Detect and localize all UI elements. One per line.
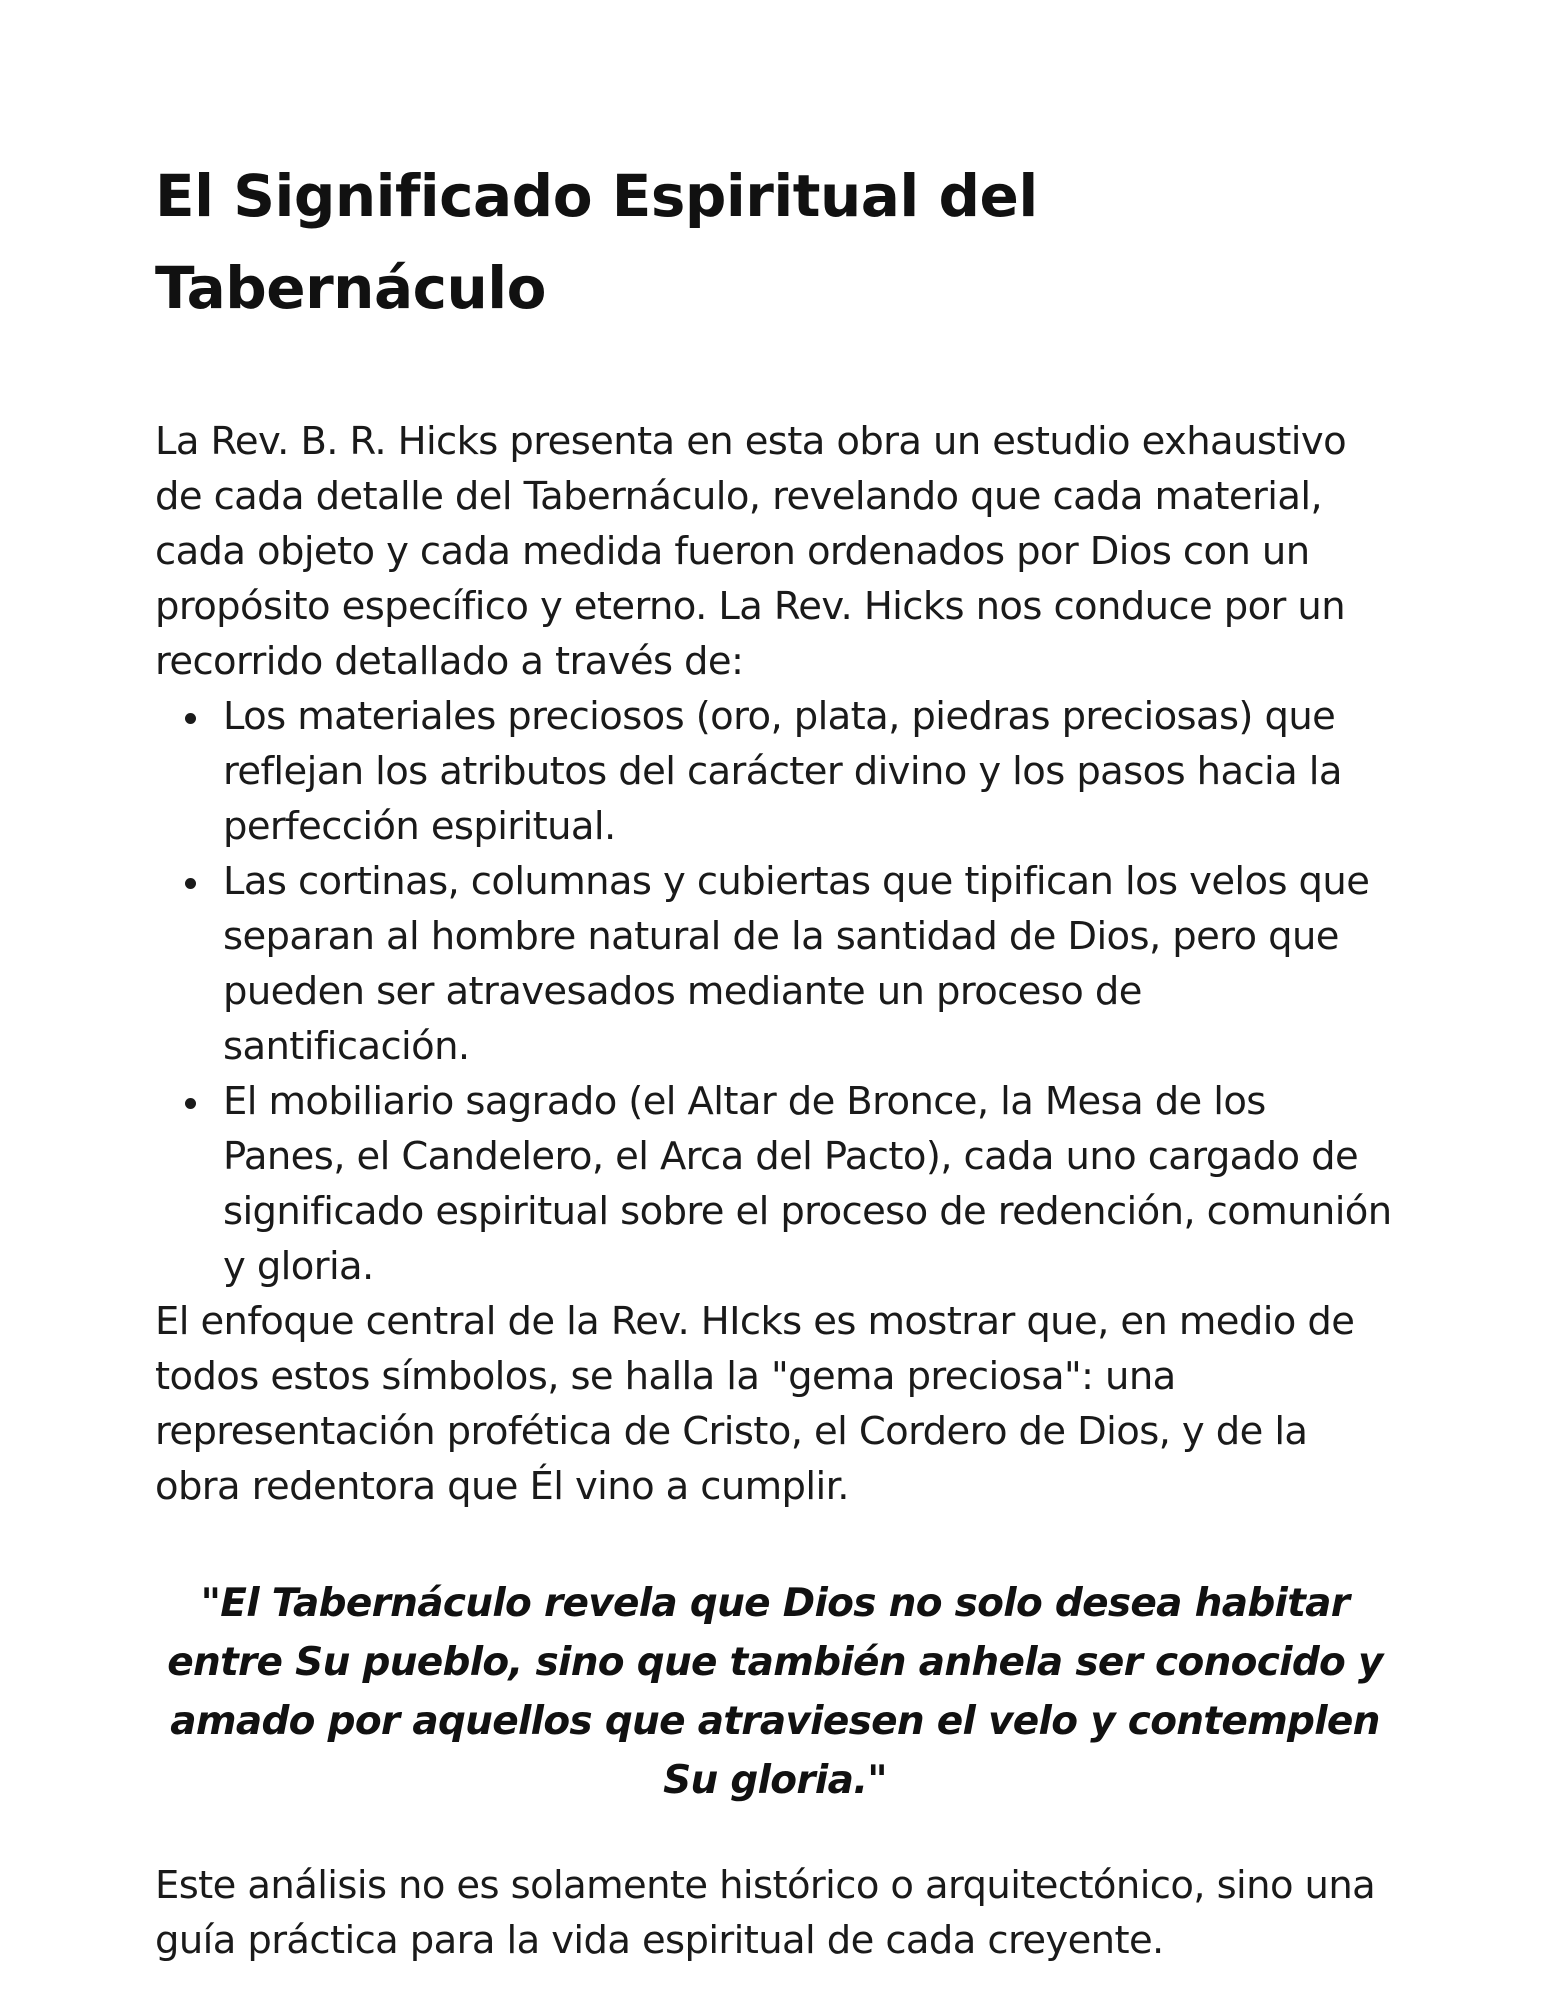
list-item-text: Las cortinas, columnas y cubiertas que tipifican los velos que separan al hombre natural de la santidad de Dios, pero que pueden ser atravesados mediante un proceso de santificación.: [223, 859, 1370, 1069]
title-line-1: El Significado Espiritual del: [155, 162, 1038, 230]
closing-paragraph: El enfoque central de la Rev. HIcks es mostrar que, en medio de todos estos símbolos, se halla la "gema preciosa": una representación profética de Cristo, el Cordero de Dios, y de la obra redentora que Él vino a cumplir.: [155, 1299, 1355, 1509]
list-item: [223, 689, 1395, 854]
bullet-icon: [185, 1098, 196, 1109]
intro-paragraph: La Rev. B. R. Hicks presenta en esta obra un estudio exhaustivo de cada detalle del Tabernáculo, revelando que cada material, cada objeto y cada medida fueron ordenados por Dios con un propósito específico y eterno. La Rev. Hicks nos conduce por un recorrido detallado a través de:: [155, 419, 1347, 684]
bullet-icon: [185, 878, 196, 889]
pull-quote: "El Tabernáculo revela que Dios no solo desea habitar entre Su pueblo, sino que también anhela ser conocido y amado por aquellos que atraviesen el velo y contemplen Su gloria.": [167, 1581, 1383, 1803]
page-title: [155, 150, 1395, 334]
final-paragraph: Este análisis no es solamente histórico o arquitectónico, sino una guía práctica para la vida espiritual de cada creyente.: [155, 1863, 1376, 1963]
list-item-text: El mobiliario sagrado (el Altar de Bronce, la Mesa de los Panes, el Candelero, el Arca del Pacto), cada uno cargado de significado espiritual sobre el proceso de redención, comunión y gloria.: [223, 1079, 1392, 1289]
list-item-text: Los materiales preciosos (oro, plata, piedras preciosas) que reflejan los atributos del carácter divino y los pasos hacia la perfección espiritual.: [223, 694, 1342, 849]
list-item: [223, 1074, 1395, 1294]
bullet-list: [155, 689, 1395, 1294]
list-item: [223, 854, 1395, 1074]
document-page: [155, 150, 1395, 1968]
title-line-2: Tabernáculo: [155, 254, 547, 322]
bullet-icon: [185, 713, 196, 724]
